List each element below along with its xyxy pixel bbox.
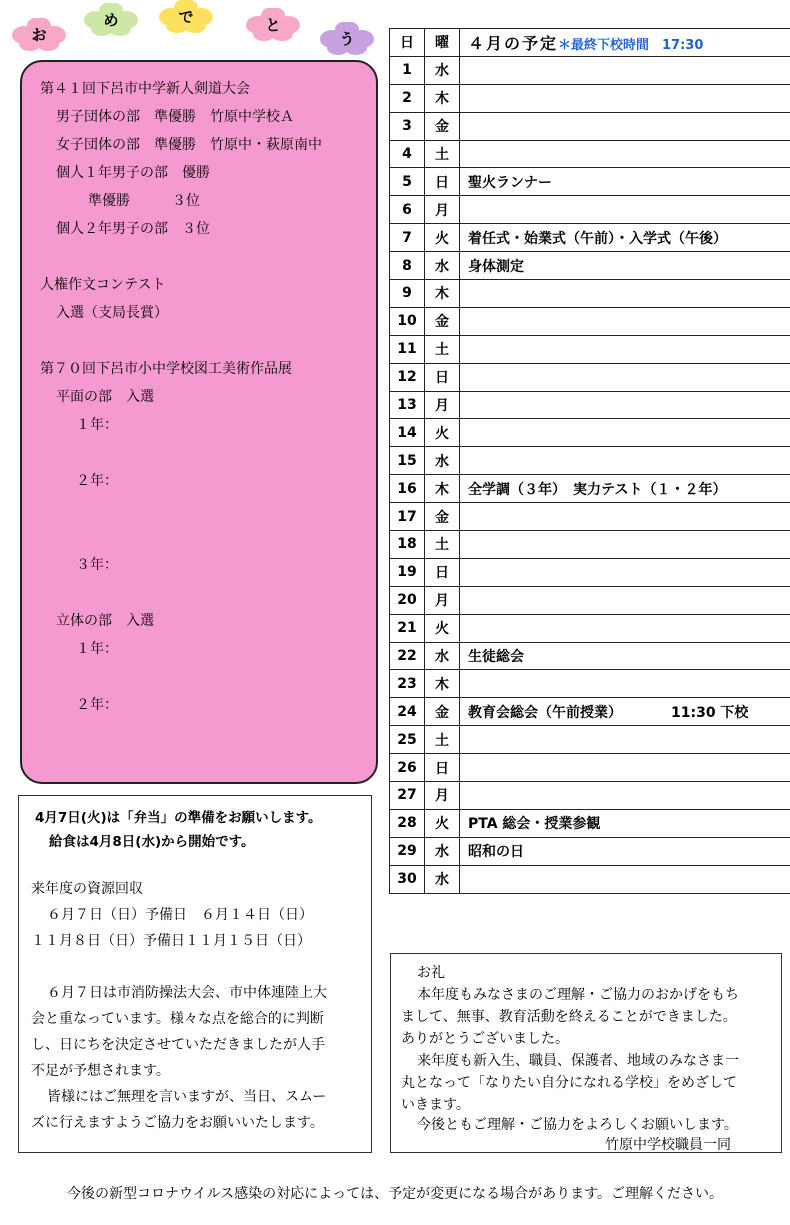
header-day: 日	[390, 29, 425, 57]
essay-line: 入選（支局長賞）	[56, 305, 168, 321]
notice-body: ６月７日は市消防操法大会、市中体連陸上大	[47, 985, 327, 1001]
weekday-cell: 月	[425, 196, 460, 224]
schedule-table	[389, 28, 790, 894]
schedule-row	[390, 168, 790, 196]
weekday-cell: 土	[425, 726, 460, 754]
final-dismissal-note: ＊最終下校時間 17:30	[558, 37, 704, 53]
schedule-row	[390, 391, 790, 419]
grade-label: １年：	[76, 641, 118, 657]
day-cell: 22	[390, 642, 425, 670]
event-cell	[460, 447, 790, 475]
weekday-cell: 火	[425, 224, 460, 252]
event-cell	[460, 419, 790, 447]
schedule-row	[390, 726, 790, 754]
thanks-line: 本年度もみなさまのご理解・ご協力のおかげをもち	[417, 987, 739, 1003]
schedule-row	[390, 112, 790, 140]
schedule-row	[390, 614, 790, 642]
solid-line: 立体の部 入選	[56, 613, 154, 629]
day-cell: 6	[390, 196, 425, 224]
day-cell: 21	[390, 614, 425, 642]
recycle-line: ６月７日（日）予備日 ６月１４日（日）	[47, 907, 313, 923]
kendo-title: 第４１回下呂市中学新人剣道大会	[40, 81, 250, 97]
weekday-cell: 日	[425, 168, 460, 196]
weekday-cell: 金	[425, 503, 460, 531]
flower-2	[80, 3, 142, 37]
schedule-row	[390, 140, 790, 168]
schedule-title-cell	[460, 29, 790, 57]
event-cell: 昭和の日	[460, 837, 790, 865]
weekday-cell: 水	[425, 642, 460, 670]
weekday-cell: 土	[425, 531, 460, 559]
day-cell: 10	[390, 307, 425, 335]
notice-body: し、日にちを決定させていただきましたが人手	[31, 1037, 325, 1053]
banner-char: う	[339, 30, 355, 48]
notice-body: 不足が予想されます。	[31, 1063, 170, 1079]
day-cell: 4	[390, 140, 425, 168]
schedule-row	[390, 56, 790, 84]
recycle-line: １１月８日（日）予備日１１月１５日（日）	[31, 933, 311, 949]
schedule-title: ４月の予定	[468, 33, 559, 53]
weekday-cell: 金	[425, 307, 460, 335]
flower-5	[316, 22, 378, 56]
event-cell	[460, 865, 790, 893]
schedule-row	[390, 698, 790, 726]
header-week: 曜	[425, 29, 460, 57]
grade-label: ２年：	[76, 473, 118, 489]
weekday-cell: 水	[425, 447, 460, 475]
schedule-row	[390, 363, 790, 391]
day-cell: 5	[390, 168, 425, 196]
weekday-cell: 水	[425, 56, 460, 84]
day-cell: 29	[390, 837, 425, 865]
flower-1	[8, 18, 70, 52]
flat-line: 平面の部 入選	[56, 389, 154, 405]
event-cell	[460, 280, 790, 308]
day-cell: 20	[390, 586, 425, 614]
weekday-cell: 金	[425, 112, 460, 140]
weekday-cell: 土	[425, 140, 460, 168]
event-cell: 教育会総会（午前授業） 11:30 下校	[460, 698, 790, 726]
day-cell: 24	[390, 698, 425, 726]
event-cell	[460, 363, 790, 391]
schedule-row	[390, 224, 790, 252]
day-cell: 23	[390, 670, 425, 698]
event-cell: 身体測定	[460, 252, 790, 280]
event-cell: 聖火ランナー	[460, 168, 790, 196]
art-title: 第７０回下呂市小中学校図工美術作品展	[40, 361, 292, 377]
grade-label: ２年：	[76, 697, 118, 713]
schedule-row	[390, 531, 790, 559]
weekday-cell: 水	[425, 865, 460, 893]
day-cell: 27	[390, 782, 425, 810]
weekday-cell: 金	[425, 698, 460, 726]
weekday-cell: 日	[425, 558, 460, 586]
weekday-cell: 月	[425, 391, 460, 419]
schedule-row	[390, 419, 790, 447]
grade-label: ３年：	[76, 557, 118, 573]
day-cell: 9	[390, 280, 425, 308]
essay-title: 人権作文コンテスト	[40, 277, 166, 293]
event-cell	[460, 112, 790, 140]
notice-box	[18, 795, 372, 1153]
event-cell: 着任式・始業式（午前）・入学式（午後）	[460, 224, 790, 252]
thanks-line: 丸となって「なりたい自分になれる学校」をめざして	[401, 1075, 737, 1091]
thanks-line: いきます。	[401, 1097, 470, 1113]
banner-char: で	[178, 8, 194, 26]
schedule-row	[390, 586, 790, 614]
day-cell: 2	[390, 84, 425, 112]
day-cell: 25	[390, 726, 425, 754]
event-cell	[460, 531, 790, 559]
event-cell	[460, 782, 790, 810]
award-line: 男子団体の部 準優勝 竹原中学校Ａ	[56, 109, 294, 125]
thanks-box	[390, 953, 782, 1153]
weekday-cell: 火	[425, 419, 460, 447]
banner-char: お	[31, 26, 47, 44]
thanks-line: まして、無事、教育活動を終えることができました。	[401, 1009, 737, 1025]
event-cell: 生徒総会	[460, 642, 790, 670]
weekday-cell: 水	[425, 837, 460, 865]
grade-label: １年：	[76, 417, 118, 433]
day-cell: 7	[390, 224, 425, 252]
weekday-cell: 日	[425, 754, 460, 782]
banner-char: め	[103, 11, 119, 29]
day-cell: 12	[390, 363, 425, 391]
day-cell: 18	[390, 531, 425, 559]
event-cell	[460, 56, 790, 84]
schedule-row	[390, 642, 790, 670]
schedule-header-row	[390, 29, 790, 57]
schedule-row	[390, 335, 790, 363]
schedule-row	[390, 84, 790, 112]
day-cell: 17	[390, 503, 425, 531]
day-cell: 3	[390, 112, 425, 140]
schedule-row	[390, 503, 790, 531]
weekday-cell: 火	[425, 614, 460, 642]
event-cell	[460, 335, 790, 363]
awards-box	[20, 60, 378, 784]
schedule-row	[390, 865, 790, 893]
award-line: 個人２年男子の部 ３位	[56, 221, 210, 237]
schedule-row	[390, 447, 790, 475]
schedule-row	[390, 280, 790, 308]
weekday-cell: 火	[425, 809, 460, 837]
weekday-cell: 月	[425, 586, 460, 614]
event-cell	[460, 84, 790, 112]
thanks-line: 来年度も新入生、職員、保護者、地域のみなさま一	[417, 1053, 739, 1069]
event-cell	[460, 391, 790, 419]
schedule-row	[390, 837, 790, 865]
event-cell	[460, 754, 790, 782]
schedule-row	[390, 475, 790, 503]
banner-char: と	[265, 16, 281, 34]
day-cell: 28	[390, 809, 425, 837]
covid-footer-note: 今後の新型コロナウイルス感染の対応によっては、予定が変更になる場合があります。ご理解ください。	[66, 1186, 724, 1202]
schedule-row	[390, 782, 790, 810]
day-cell: 16	[390, 475, 425, 503]
schedule-row	[390, 252, 790, 280]
schedule-row	[390, 558, 790, 586]
award-line: 個人１年男子の部 優勝	[56, 165, 210, 181]
day-cell: 1	[390, 56, 425, 84]
event-cell: PTA 総会・授業参観	[460, 809, 790, 837]
award-line: 女子団体の部 準優勝 竹原中・萩原南中	[56, 137, 322, 153]
recycle-title: 来年度の資源回収	[31, 881, 143, 897]
schedule-row	[390, 670, 790, 698]
weekday-cell: 土	[425, 335, 460, 363]
event-cell	[460, 586, 790, 614]
day-cell: 26	[390, 754, 425, 782]
notice-body: 会と重なっています。様々な点を総合的に判断	[31, 1011, 324, 1027]
day-cell: 15	[390, 447, 425, 475]
notice-body: ズに行えますようご協力をお願いいたします。	[31, 1115, 324, 1131]
weekday-cell: 木	[425, 475, 460, 503]
event-cell	[460, 307, 790, 335]
day-cell: 14	[390, 419, 425, 447]
weekday-cell: 木	[425, 670, 460, 698]
bento-notice: 4月7日(火)は「弁当」の準備をお願いします。	[35, 810, 322, 826]
event-cell	[460, 503, 790, 531]
event-cell	[460, 670, 790, 698]
weekday-cell: 月	[425, 782, 460, 810]
event-cell	[460, 726, 790, 754]
schedule-row	[390, 754, 790, 782]
thanks-signature: 竹原中学校職員一同	[605, 1137, 731, 1153]
day-cell: 13	[390, 391, 425, 419]
event-cell	[460, 614, 790, 642]
event-cell	[460, 558, 790, 586]
schedule-row	[390, 809, 790, 837]
schedule-row	[390, 196, 790, 224]
weekday-cell: 水	[425, 252, 460, 280]
thanks-heading: お礼	[417, 965, 445, 981]
award-line: 準優勝 ３位	[88, 193, 200, 209]
event-cell	[460, 140, 790, 168]
day-cell: 30	[390, 865, 425, 893]
schedule-row	[390, 307, 790, 335]
lunch-notice: 給食は4月8日(水)から開始です。	[49, 834, 255, 850]
event-cell: 全学調（３年） 実力テスト（１・２年）	[460, 475, 790, 503]
thanks-line: 今後ともご理解・ご協力をよろしくお願いします。	[417, 1117, 738, 1133]
day-cell: 11	[390, 335, 425, 363]
event-cell	[460, 196, 790, 224]
weekday-cell: 日	[425, 363, 460, 391]
notice-body: 皆様にはご無理を言いますが、当日、スムー	[47, 1089, 327, 1105]
day-cell: 19	[390, 558, 425, 586]
weekday-cell: 木	[425, 84, 460, 112]
flower-4	[242, 8, 304, 42]
day-cell: 8	[390, 252, 425, 280]
thanks-line: ありがとうございました。	[401, 1031, 569, 1047]
weekday-cell: 木	[425, 280, 460, 308]
flower-3	[155, 0, 217, 34]
